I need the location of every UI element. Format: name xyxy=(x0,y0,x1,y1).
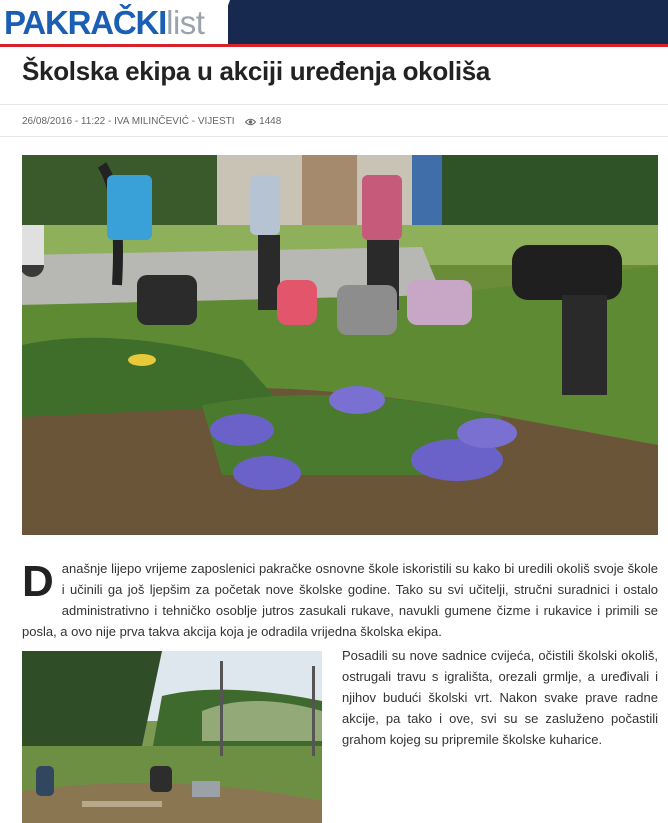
divider xyxy=(0,136,668,137)
article-meta-text: 26/08/2016 - 11:22 - IVA MILINČEVIĆ - VIJESTI xyxy=(22,116,235,127)
masthead-navy-bar xyxy=(228,0,668,44)
logo-sub-text: list xyxy=(166,4,205,41)
divider xyxy=(0,104,668,105)
article-meta xyxy=(22,116,281,127)
logo-main-text: PAKRAČKI xyxy=(4,4,167,41)
article-title: Školska ekipa u akciji uređenja okoliša xyxy=(22,56,491,86)
masthead-slant xyxy=(214,0,230,44)
article-main-photo xyxy=(22,155,658,535)
eye-icon xyxy=(245,118,256,126)
article-secondary-photo xyxy=(22,651,322,823)
article-lead-text: anašnje lijepo vrijeme zaposlenici pakračke osnovne škole iskoristili su kako bi uredili okoliš svoje škole i učinili ga još ljepšim za početak nove školske godine. Tako su svi učitelji, stručni suradnici i ostalo administrativno i tehničko osoblje jutros zasukali rukave, navukli gumene čizme i rukavice i primili se posla, a ovo nije prva takva akcija koja je odradila vrijedna školska ekipa. xyxy=(22,561,658,639)
site-logo[interactable] xyxy=(4,5,204,41)
photo-yard-scene xyxy=(22,651,322,823)
article-body-paragraph: Posadili su nove sadnice cvijeća, očistili školski okoliš, ostrugali travu s igrališta, orezali grmlje, a uređivali i njihov budući školski vrt. Nakon svake prave radne akcije, pa tako i ove, svi su se zasluženo počastili grahom kojeg su pripremile školske kuharice. xyxy=(342,648,658,747)
photo-garden-scene xyxy=(22,155,658,535)
article-lead-paragraph xyxy=(22,558,658,642)
view-count-value: 1448 xyxy=(259,116,282,127)
masthead xyxy=(0,0,668,47)
masthead-red-line xyxy=(0,44,668,47)
drop-cap: D xyxy=(22,557,54,606)
view-count xyxy=(245,116,281,127)
